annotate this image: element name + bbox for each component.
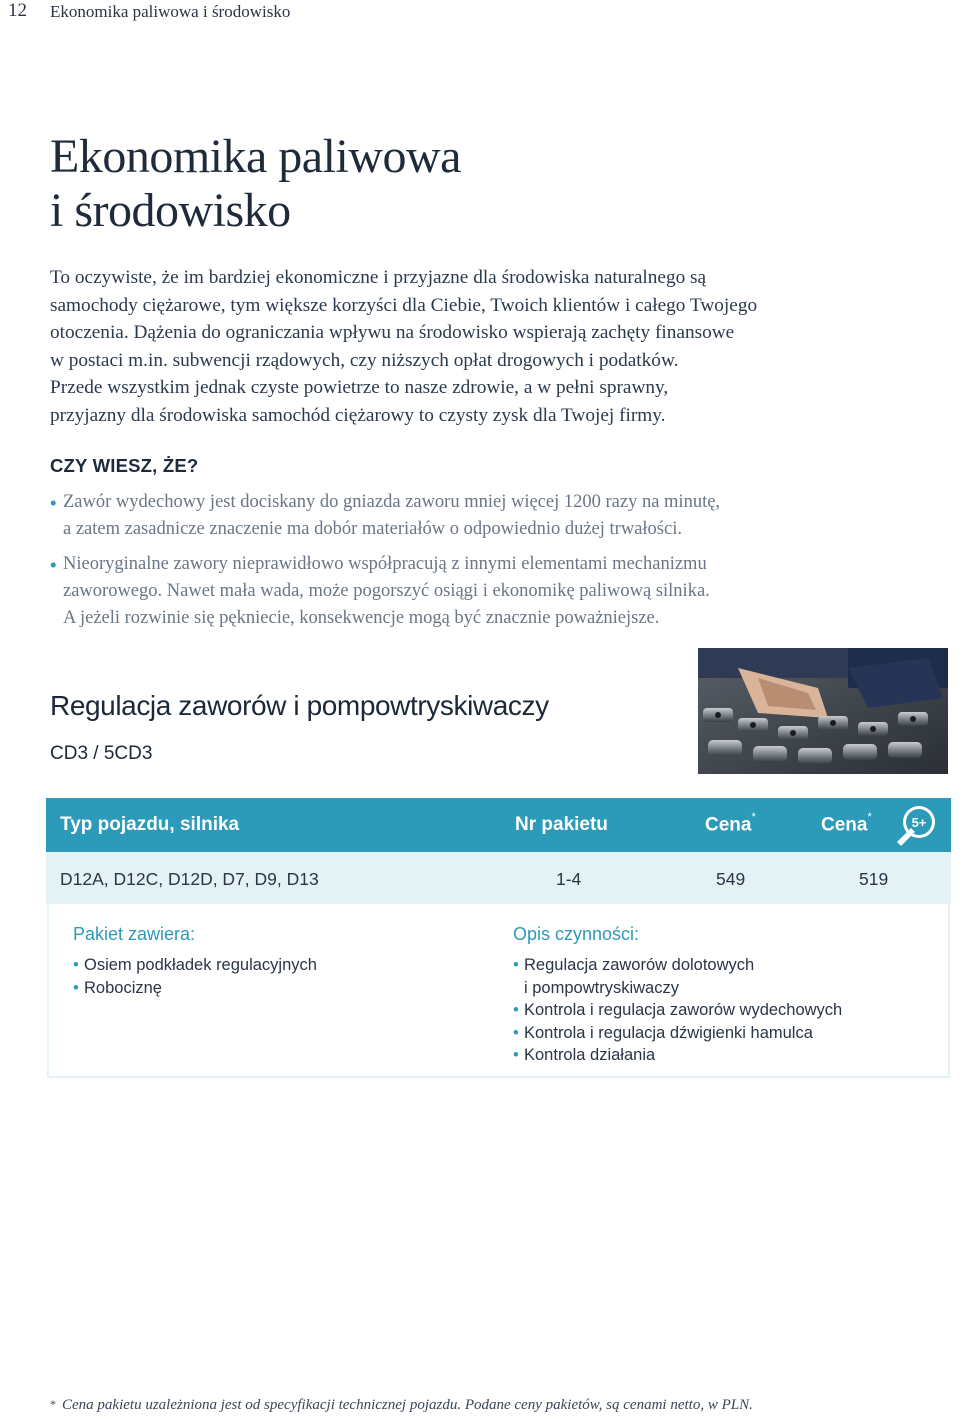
asterisk: * [751,811,756,823]
intro-line: przyjazny dla środowiska samochód ciężarowy to czysty zysk dla Twojej firmy. [50,404,666,426]
footnote [50,1397,753,1414]
bullet-icon: • [50,492,57,513]
footnote-marker: * [50,1397,56,1411]
page-title-line-1: Ekonomika paliwowa [50,130,461,183]
list-item: • Kontrola i regulacja zaworów wydechowych [513,999,933,1022]
fact-line: Nieoryginalne zawory nieprawidłowo współpracują z innymi elementami mechanizmu [63,554,707,574]
package-contents [73,924,493,999]
asterisk: * [867,811,872,823]
fact-item [50,551,910,632]
cell-vehicle: D12A, D12C, D12D, D7, D9, D13 [60,869,319,889]
badge-text: 5+ [911,815,927,830]
table-header [46,798,951,852]
bullet-icon: • [73,978,79,997]
cell-package: 1-4 [556,869,582,889]
intro-line: samochody ciężarowe, tym większe korzyści dla Ciebie, Twoich klientów i całego Twojego [50,294,758,316]
did-you-know-list [50,489,910,640]
intro-line: otoczenia. Dążenia do ograniczania wpływu na środowisko wspierają zachęty finansowe [50,322,735,343]
list-item: • Regulacja zaworów dolotowych i pompowtryskiwaczy [513,956,755,997]
intro-line: To oczywiste, że im bardziej ekonomiczne i przyjazne dla środowiska naturalnego są [50,267,707,288]
cell-price: 549 [716,869,746,889]
service-code: CD3 / 5CD3 [50,743,153,764]
bullet-icon: • [50,554,57,575]
fact-line: Zawór wydechowy jest dociskany do gniazda zaworu mniej więcej 1200 razy na minutę, [63,492,721,512]
running-title: Ekonomika paliwowa i środowisko [50,2,291,21]
package-details [47,904,950,1078]
work-description [513,924,933,1067]
bullet-icon: • [513,1023,519,1042]
list-item: • Kontrola i regulacja dźwigienki hamulca [513,1022,933,1045]
service-title: Regulacja zaworów i pompowtryskiwaczy [50,690,549,721]
price-table [46,798,951,904]
intro-line: w postaci m.in. subwencji rządowych, czy niższych opłat drogowych i podatków. [50,349,679,371]
column-header-vehicle: Typ pojazdu, silnika [60,814,240,835]
page-title-line-2: i środowisko [50,184,291,237]
package-contents-list [73,954,493,999]
table-row [46,852,951,904]
bullet-icon: • [513,1046,519,1064]
work-description-heading: Opis czynności: [513,924,640,944]
fact-line: A jeżeli rozwinie się pękniecie, konsekwencje mogą być znacznie poważniejsze. [63,608,660,628]
bullet-icon: • [513,1001,519,1019]
fact-line: zaworowego. Nawet mała wada, może pogorszyć osiągi i ekonomikę paliwową silnika. [63,581,710,601]
page-header [0,0,960,22]
intro-line: Przede wszystkim jednak czyste powietrze to nasze zdrowie, a w pełni sprawny, [50,377,669,398]
did-you-know-heading: CZY WIESZ, ŻE? [50,455,199,476]
list-item: • Osiem podkładek regulacyjnych [73,954,493,977]
column-header-package: Nr pakietu [515,814,608,835]
engine-valves-photo [698,648,948,774]
price-label: Cena [821,814,868,836]
wrench-5plus-icon [893,802,939,846]
page-title [50,130,461,238]
footnote-text: Cena pakietu uzależniona jest od specyfikacji technicznej pojazdu. Podane ceny pakietów, są cenami netto, w PLN. [62,1397,753,1413]
page-number: 12 [8,0,27,21]
list-item: • Kontrola działania [513,1044,933,1067]
fact-item [50,489,910,543]
column-header-price [705,811,756,836]
list-item: • Robociznę [73,977,493,1000]
column-header-price-5plus [821,811,872,836]
work-description-list [513,954,933,1067]
bullet-icon: • [73,956,79,974]
intro-paragraph [50,264,920,429]
package-contents-heading: Pakiet zawiera: [73,924,196,944]
fact-line: a zatem zasadnicze znaczenie ma dobór materiałów o odpowiednio dużej trwałości. [63,519,682,539]
price-label: Cena [705,814,752,836]
bullet-icon: • [513,956,519,974]
engine-photo-illustration [698,648,948,774]
cell-price-5plus: 519 [859,869,889,889]
